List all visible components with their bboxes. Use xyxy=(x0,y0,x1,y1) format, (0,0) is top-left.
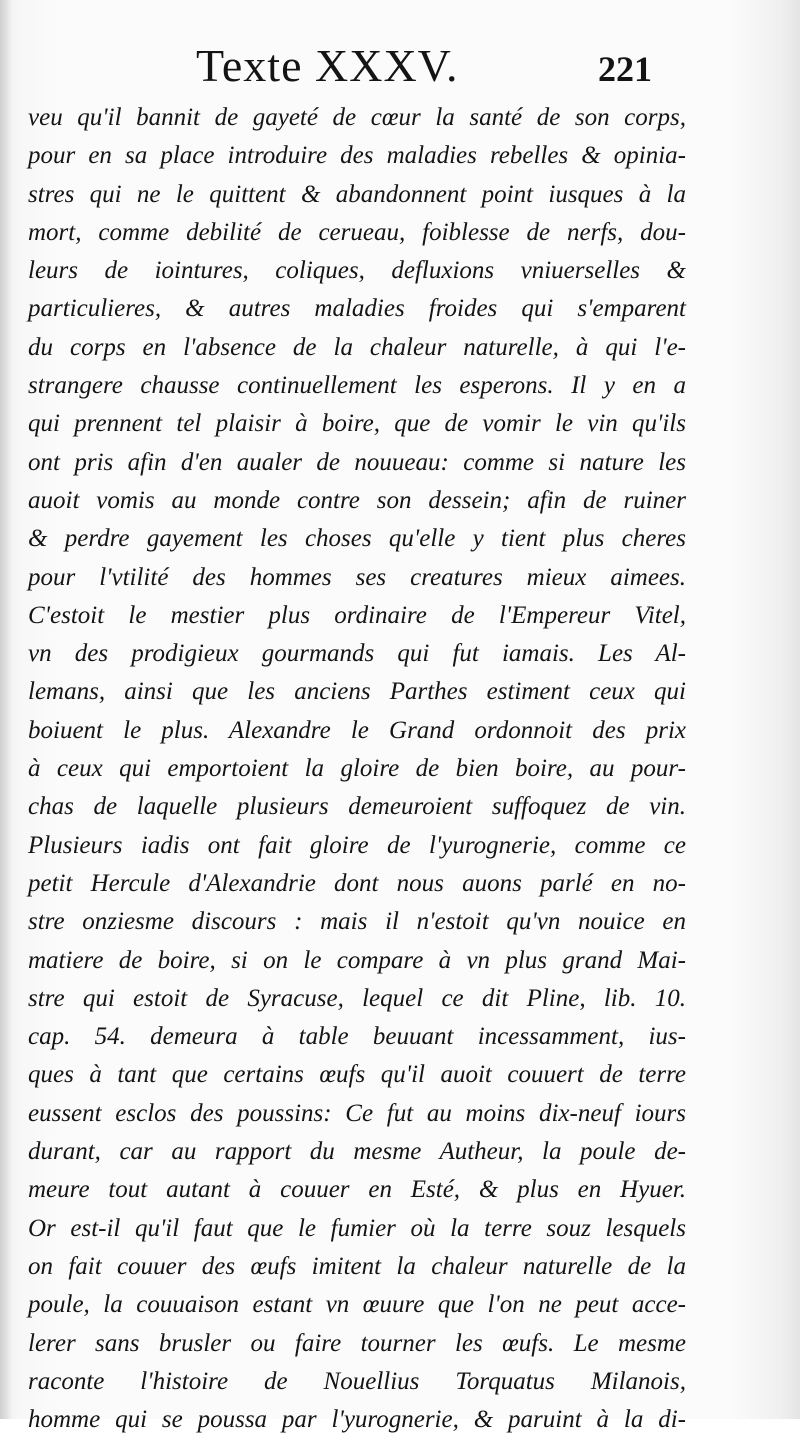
text-line: & perdre gayement les choses qu'elle y tient plus cheres xyxy=(28,525,686,553)
text-line: qui prennent tel plaisir à boire, que de vomir le vin qu'ils xyxy=(28,410,686,438)
text-line: chas de laquelle plusieurs demeuroient suffoquez de vin. xyxy=(28,793,686,821)
text-line: ques à tant que certains œufs qu'il auoit couuert de terre xyxy=(28,1061,686,1089)
text-line: boiuent le plus. Alexandre le Grand ordonnoit des prix xyxy=(28,716,686,744)
text-line: leurs de iointures, coliques, defluxions vniuerselles & xyxy=(28,257,686,285)
text-line: vn des prodigieux gourmands qui fut iamais. Les Al- xyxy=(28,640,686,668)
text-line: du corps en l'absence de la chaleur naturelle, à qui l'e- xyxy=(28,333,686,361)
text-line: à ceux qui emportoient la gloire de bien boire, au pour- xyxy=(28,755,686,783)
body-text xyxy=(28,99,686,1439)
text-line: on fait couuer des œufs imitent la chaleur naturelle de la xyxy=(28,1252,686,1280)
text-line: meure tout autant à couuer en Esté, & plus en Hyuer. xyxy=(28,1176,686,1204)
text-line: lemans, ainsi que les anciens Parthes estiment ceux qui xyxy=(28,678,686,706)
text-line: lerer sans brusler ou faire tourner les œufs. Le mesme xyxy=(28,1329,686,1357)
text-line: cap. 54. demeura à table beuuant incessamment, ius- xyxy=(28,1023,686,1051)
text-line: eussent esclos des poussins: Ce fut au moins dix-neuf iours xyxy=(28,1099,686,1127)
text-line: stre onziesme discours : mais il n'estoit qu'vn nouice en xyxy=(28,908,686,936)
text-line: durant, car au rapport du mesme Autheur, la poule de- xyxy=(28,1138,686,1166)
text-line: strangere chausse continuellement les esperons. Il y en a xyxy=(28,372,686,400)
text-line: Plusieurs iadis ont fait gloire de l'yurognerie, comme ce xyxy=(28,831,686,859)
text-line: poule, la couuaison estant vn œuure que l'on ne peut acce- xyxy=(28,1291,686,1319)
text-line: auoit vomis au monde contre son dessein; afin de ruiner xyxy=(28,486,686,514)
page-number: 221 xyxy=(598,49,652,89)
text-line: pour en sa place introduire des maladies rebelles & opinia- xyxy=(28,142,686,170)
text-line: particulieres, & autres maladies froides qui s'emparent xyxy=(28,295,686,323)
text-line: mort, comme debilité de cerueau, foiblesse de nerfs, dou- xyxy=(28,218,686,246)
text-line: petit Hercule d'Alexandrie dont nous auons parlé en no- xyxy=(28,869,686,897)
text-line: matiere de boire, si on le compare à vn plus grand Mai- xyxy=(28,946,686,974)
text-line: homme qui se poussa par l'yurognerie, & paruint à la di- xyxy=(28,1406,686,1434)
text-line: C'estoit le mestier plus ordinaire de l'Empereur Vitel, xyxy=(28,601,686,629)
text-line: ont pris afin d'en aualer de nouueau: comme si nature les xyxy=(28,448,686,476)
running-title: Texte XXXV. xyxy=(196,40,459,91)
text-line: Or est-il qu'il faut que le fumier où la terre souz lesquels xyxy=(28,1214,686,1242)
page-header xyxy=(0,38,800,94)
text-line: raconte l'histoire de Nouellius Torquatus Milanois, xyxy=(28,1367,686,1395)
text-line: stres qui ne le quittent & abandonnent point iusques à la xyxy=(28,180,686,208)
text-line: veu qu'il bannit de gayeté de cœur la santé de son corps, xyxy=(28,104,686,131)
text-line: stre qui estoit de Syracuse, lequel ce dit Pline, lib. 10. xyxy=(28,984,686,1012)
text-line: pour l'vtilité des hommes ses creatures mieux aimees. xyxy=(28,563,686,591)
